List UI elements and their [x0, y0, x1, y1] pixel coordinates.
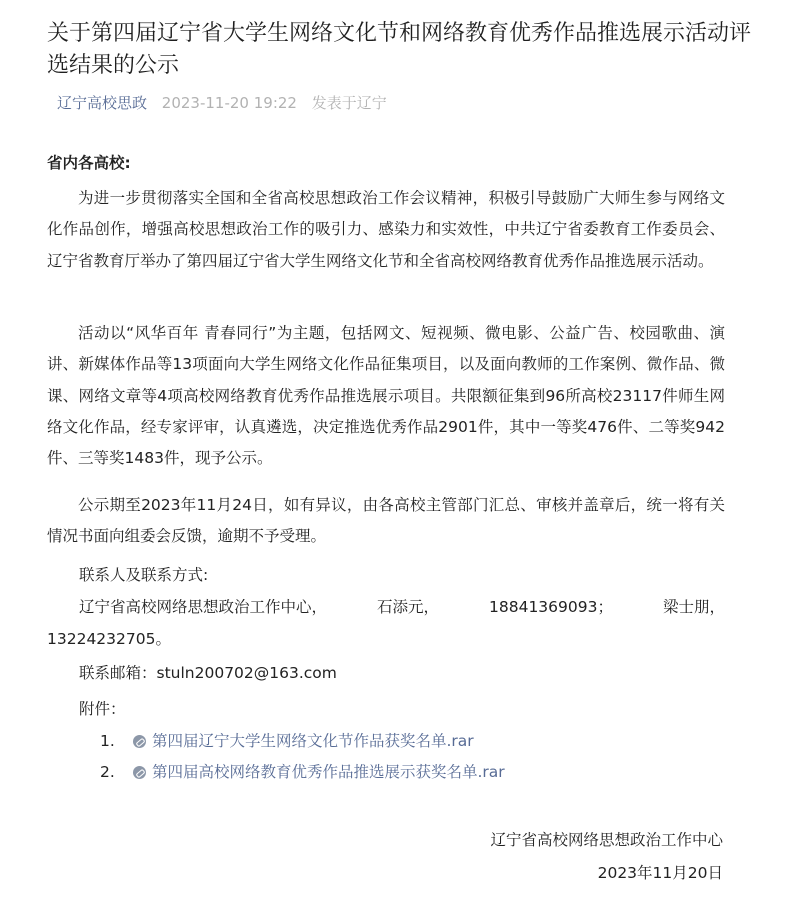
paperclip-icon: [133, 735, 146, 748]
paperclip-icon: [133, 766, 146, 779]
paragraph-activity: 活动以“风华百年 青春同行”为主题，包括网文、短视频、微电影、公益广告、校园歌曲、演讲、新媒体作品等13项面向大学生网络文化作品征集项目，以及面向教师的工作案例、微作品、微课、网络文章等4项高校网络教育优秀作品推选展示项目。共限额征集到96所高校23117件师生网络文化作品，经专家评审，认真遴选，决定推选优秀作品2901件，其中一等奖476件、二等奖942件、三等奖1483件，现予公示。: [47, 324, 725, 468]
account-name-link[interactable]: 辽宁高校思政: [57, 94, 148, 112]
article-title: 关于第四届辽宁省大学生网络文化节和网络教育优秀作品推选展示活动评选结果的公示: [47, 21, 752, 78]
article-meta: [57, 92, 387, 114]
attachment-number: 1.: [100, 732, 115, 750]
paragraph-intro: 为进一步贯彻落实全国和全省高校思想政治工作会议精神，积极引导鼓励广大师生参与网络文化作品创作，增强高校思想政治工作的吸引力、感染力和实效性，中共辽宁省委教育工作委员会、辽宁省教育厅举办了第四届辽宁省大学生网络文化节和全省高校网络教育优秀作品推选展示活动。: [47, 189, 725, 270]
salutation: 省内各高校:: [47, 154, 131, 172]
publish-time: 2023-11-20 19:22: [161, 94, 297, 112]
paragraph-notice-period: 公示期至2023年11月24日，如有异议，由各高校主管部门汇总、审核并盖章后，统一将有关情况书面向组委会反馈，逾期不予受理。: [47, 496, 725, 546]
attachment-number: 2.: [100, 763, 115, 781]
contact-phone-2: 13224232705。: [47, 630, 171, 648]
contact-phone-1: 18841369093；: [489, 598, 613, 616]
attachment-item: [100, 759, 505, 785]
contact-heading: 联系人及联系方式:: [79, 566, 209, 584]
attachment-link[interactable]: 第四届辽宁大学生网络文化节作品获奖名单.rar: [152, 732, 474, 750]
signature-date: 2023年11月20日: [597, 864, 723, 882]
attachment-link[interactable]: 第四届高校网络教育优秀作品推选展示获奖名单.rar: [152, 763, 505, 781]
contact-person-1: 石添元，: [377, 598, 440, 616]
publish-location: 发表于辽宁: [311, 94, 387, 112]
signature-org: 辽宁省高校网络思想政治工作中心: [490, 831, 723, 849]
contact-org: 辽宁省高校网络思想政治工作中心，: [79, 598, 328, 616]
attachments-heading: 附件：: [79, 700, 126, 718]
contact-person-2: 梁士朋，: [662, 598, 725, 616]
contact-email: 联系邮箱：stuln200702@163.com: [79, 664, 337, 682]
attachment-item: [100, 728, 474, 754]
contact-info: [79, 594, 725, 620]
